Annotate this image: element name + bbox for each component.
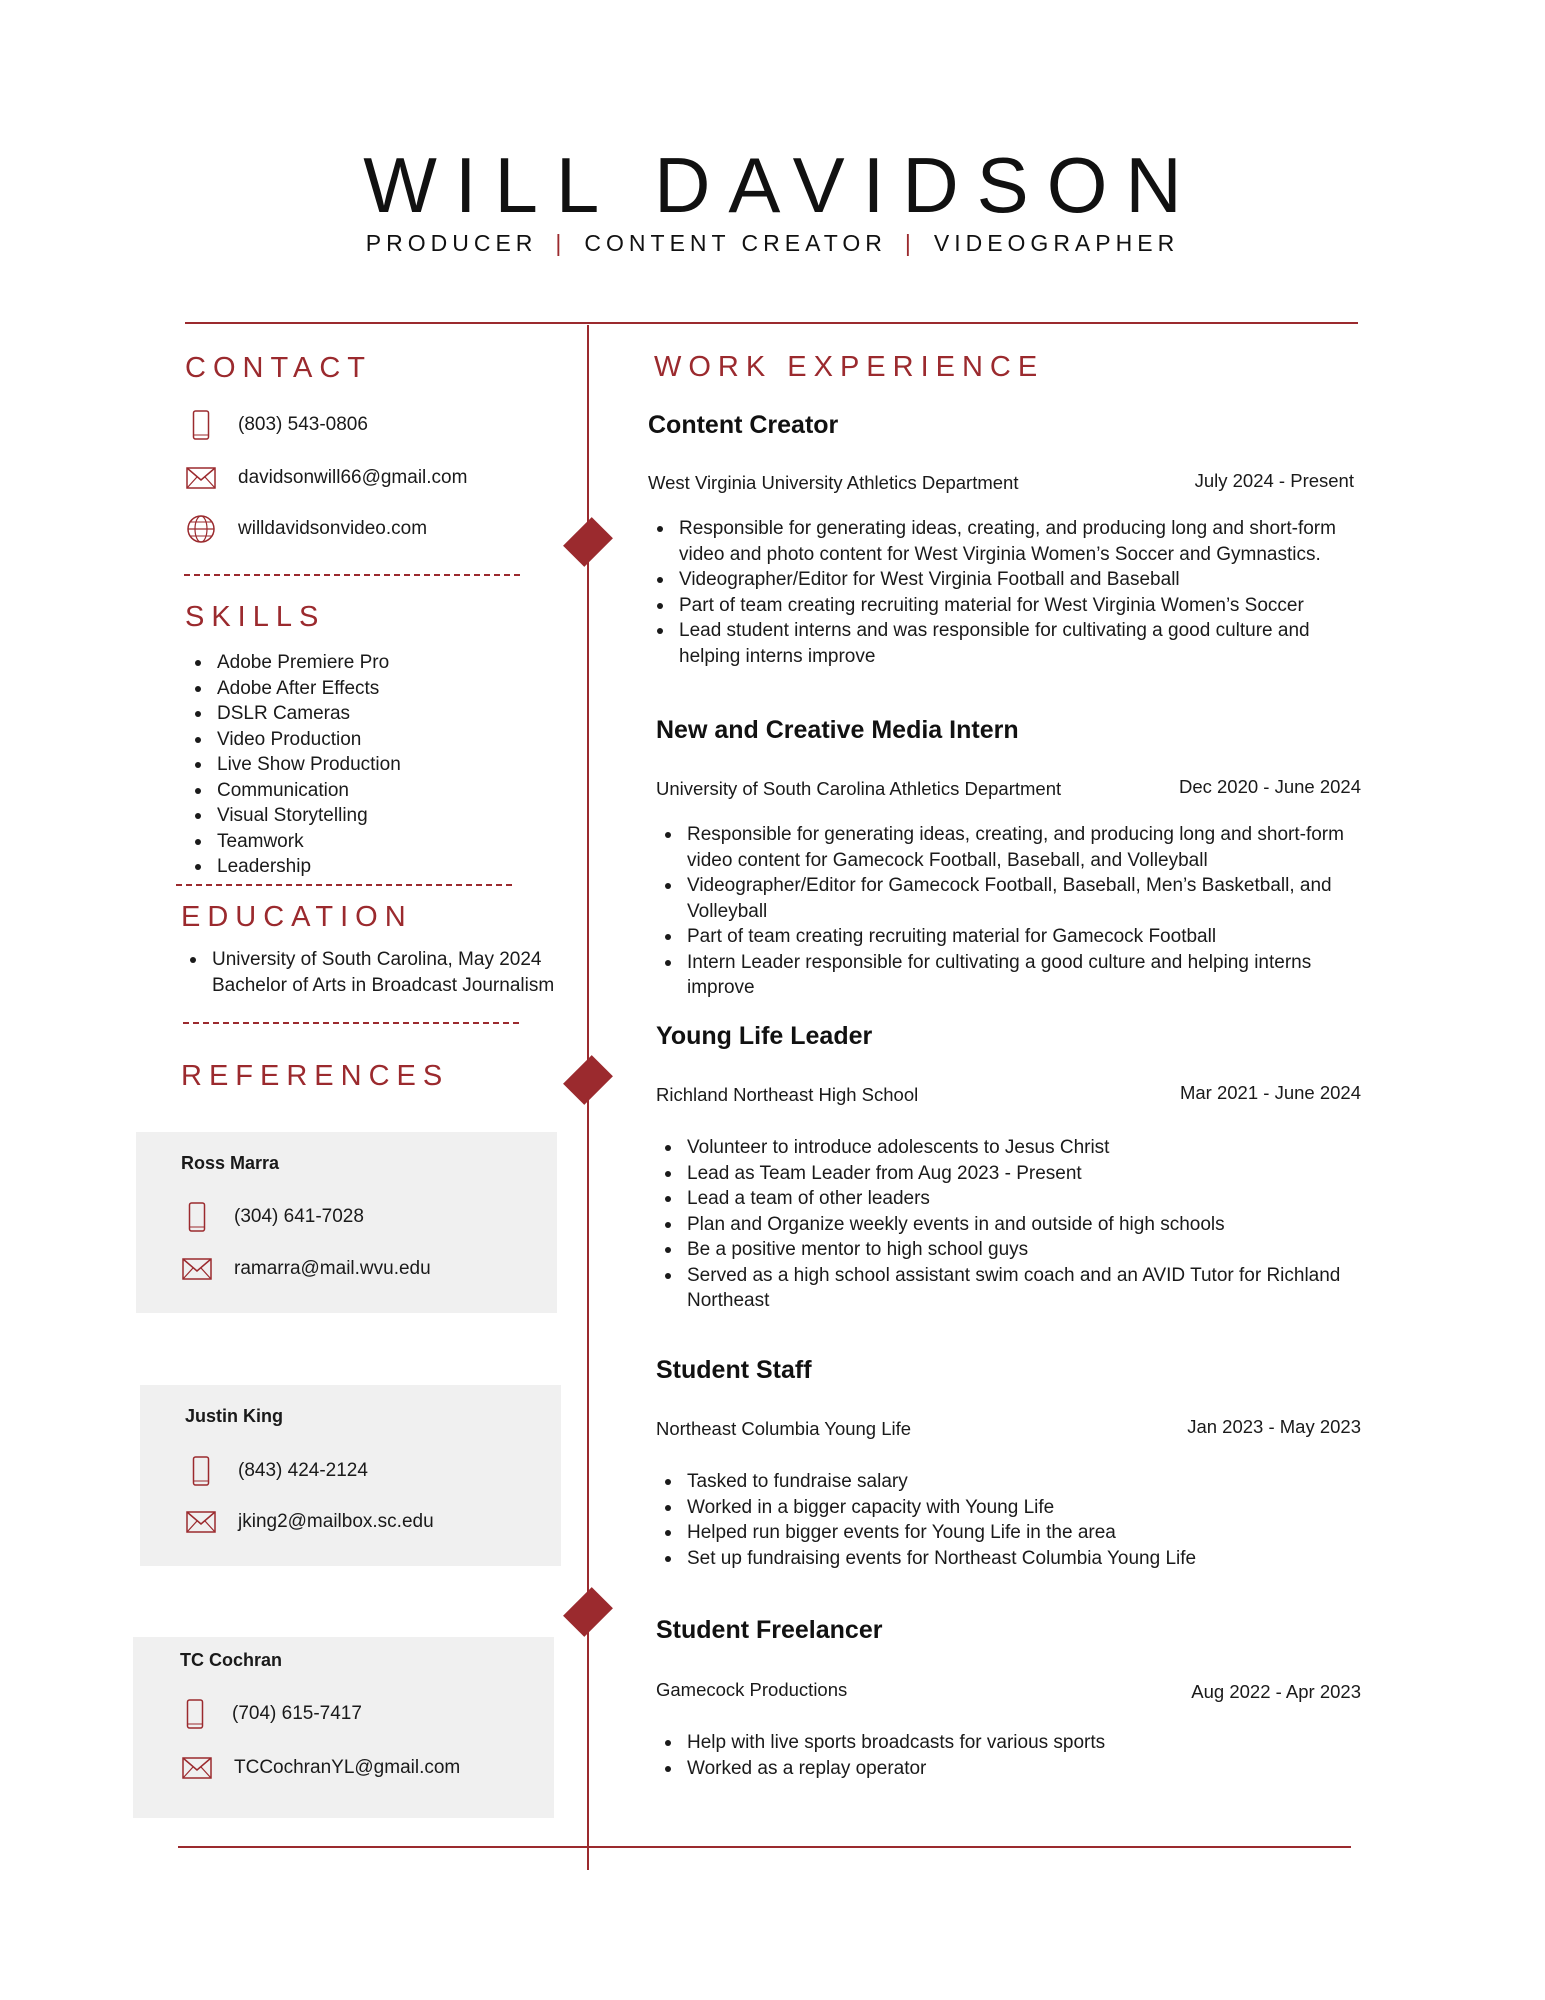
list-item: Adobe Premiere Pro <box>186 650 506 676</box>
reference-name: TC Cochran <box>180 1650 283 1670</box>
job-org: Northeast Columbia Young Life <box>656 1418 912 1439</box>
role-separator: | <box>555 230 567 256</box>
job-title: Student Staff <box>656 1356 812 1384</box>
resume-roles <box>0 230 1545 257</box>
job-bullets <box>656 1469 1376 1571</box>
job-bullets <box>656 1135 1376 1314</box>
contact-email <box>186 463 467 493</box>
reference-phone-text[interactable]: (704) 615-7417 <box>232 1703 362 1724</box>
job-org: West Virginia University Athletics Department <box>648 472 1019 493</box>
contact-phone-text[interactable]: (803) 543-0806 <box>238 414 368 435</box>
list-item: Leadership <box>186 854 506 880</box>
education-degree: Bachelor of Arts in Broadcast Journalism <box>212 974 555 996</box>
list-item: Worked in a bigger capacity with Young Life <box>656 1495 1376 1521</box>
contact-phone <box>186 410 368 440</box>
list-item: Lead as Team Leader from Aug 2023 - Present <box>656 1161 1376 1187</box>
reference-email <box>182 1753 460 1783</box>
reference-phone-text[interactable]: (304) 641-7028 <box>234 1206 364 1227</box>
list-item: Responsible for generating ideas, creating, and producing long and short-form video content for Gamecock Football, Baseball, and Volleyball <box>656 822 1376 873</box>
list-item: Set up fundraising events for Northeast Columbia Young Life <box>656 1546 1376 1572</box>
job-bullets <box>648 516 1368 669</box>
timeline-diamond <box>563 1587 613 1637</box>
work-heading: WORK EXPERIENCE <box>654 351 1045 383</box>
job-org: Gamecock Productions <box>656 1679 848 1700</box>
reference-name: Justin King <box>185 1406 283 1426</box>
reference-email-text[interactable]: ramarra@mail.wvu.edu <box>234 1258 431 1279</box>
job-date: Dec 2020 - June 2024 <box>1178 776 1361 797</box>
timeline-diamond <box>563 1055 613 1105</box>
mail-icon <box>186 463 216 493</box>
list-item: Part of team creating recruiting material for West Virginia Women’s Soccer <box>648 593 1368 619</box>
list-item: Be a positive mentor to high school guys <box>656 1237 1376 1263</box>
list-item: Help with live sports broadcasts for various sports <box>656 1730 1376 1756</box>
role-separator: | <box>904 230 916 256</box>
list-item: Served as a high school assistant swim coach and an AVID Tutor for Richland Northeast <box>656 1263 1376 1314</box>
phone-icon <box>182 1202 212 1232</box>
list-item: Responsible for generating ideas, creating, and producing long and short-form video and photo content for West Virginia Women’s Soccer and Gymnastics. <box>648 516 1368 567</box>
phone-icon <box>186 410 216 440</box>
job-title: Content Creator <box>648 411 839 439</box>
reference-name: Ross Marra <box>181 1153 280 1173</box>
education-school: University of South Carolina, May 2024 <box>212 949 542 970</box>
list-item: Visual Storytelling <box>186 803 506 829</box>
list-item: Teamwork <box>186 829 506 855</box>
reference-phone <box>182 1202 364 1232</box>
timeline-diamond <box>563 517 613 567</box>
reference-email <box>186 1507 434 1537</box>
job-bullets <box>656 822 1376 1001</box>
job-org: Richland Northeast High School <box>656 1084 919 1105</box>
references-heading: REFERENCES <box>181 1060 450 1092</box>
section-divider <box>183 1022 519 1024</box>
list-item: Volunteer to introduce adolescents to Jesus Christ <box>656 1135 1376 1161</box>
mail-icon <box>182 1753 212 1783</box>
list-item: Videographer/Editor for West Virginia Football and Baseball <box>648 567 1368 593</box>
bottom-divider <box>178 1846 1351 1848</box>
skills-list <box>186 650 506 880</box>
list-item: Lead student interns and was responsible for cultivating a good culture and helping interns improve <box>648 618 1368 669</box>
phone-icon <box>186 1456 216 1486</box>
reference-phone <box>180 1699 362 1729</box>
reference-phone-text[interactable]: (843) 424-2124 <box>238 1460 368 1481</box>
list-item: Worked as a replay operator <box>656 1756 1376 1782</box>
list-item: Live Show Production <box>186 752 506 778</box>
job-title: New and Creative Media Intern <box>656 716 1019 744</box>
reference-email-text[interactable]: jking2@mailbox.sc.edu <box>238 1511 434 1532</box>
contact-website <box>186 514 427 544</box>
list-item: Adobe After Effects <box>186 676 506 702</box>
list-item: Tasked to fundraise salary <box>656 1469 1376 1495</box>
job-date: Aug 2022 - Apr 2023 <box>1191 1681 1361 1702</box>
list-item: Video Production <box>186 727 506 753</box>
job-date: Jan 2023 - May 2023 <box>1187 1416 1361 1437</box>
list-item: Communication <box>186 778 506 804</box>
job-bullets <box>656 1730 1376 1781</box>
role-producer: PRODUCER <box>365 230 538 256</box>
job-date: Mar 2021 - June 2024 <box>1179 1082 1361 1103</box>
list-item: Lead a team of other leaders <box>656 1186 1376 1212</box>
list-item: Videographer/Editor for Gamecock Football, Baseball, Men’s Basketball, and Volleyball <box>656 873 1376 924</box>
list-item <box>181 947 581 998</box>
education-list <box>181 947 581 998</box>
job-title: Student Freelancer <box>656 1616 883 1644</box>
reference-email-text[interactable]: TCCochranYL@gmail.com <box>234 1757 461 1778</box>
role-videographer: VIDEOGRAPHER <box>933 230 1180 256</box>
list-item: DSLR Cameras <box>186 701 506 727</box>
mail-icon <box>186 1507 216 1537</box>
globe-icon <box>186 514 216 544</box>
job-org: University of South Carolina Athletics Department <box>656 778 1062 799</box>
mail-icon <box>182 1254 212 1284</box>
list-item: Part of team creating recruiting material for Gamecock Football <box>656 924 1376 950</box>
contact-heading: CONTACT <box>185 352 373 384</box>
role-content-creator: CONTENT CREATOR <box>584 230 887 256</box>
job-title: Young Life Leader <box>656 1022 873 1050</box>
job-date: July 2024 - Present <box>1194 470 1354 491</box>
contact-website-text[interactable]: willdavidsonvideo.com <box>238 518 428 539</box>
list-item: Plan and Organize weekly events in and outside of high schools <box>656 1212 1376 1238</box>
section-divider <box>184 574 520 576</box>
reference-phone <box>186 1456 368 1486</box>
contact-email-text[interactable]: davidsonwill66@gmail.com <box>238 467 468 488</box>
skills-heading: SKILLS <box>185 601 326 633</box>
education-heading: EDUCATION <box>181 901 413 933</box>
top-divider <box>185 322 1358 324</box>
section-divider <box>176 884 512 886</box>
list-item: Helped run bigger events for Young Life in the area <box>656 1520 1376 1546</box>
phone-icon <box>180 1699 210 1729</box>
reference-email <box>182 1254 431 1284</box>
list-item: Intern Leader responsible for cultivating a good culture and helping interns improve <box>656 950 1376 1001</box>
resume-name: WILL DAVIDSON <box>363 141 1200 229</box>
